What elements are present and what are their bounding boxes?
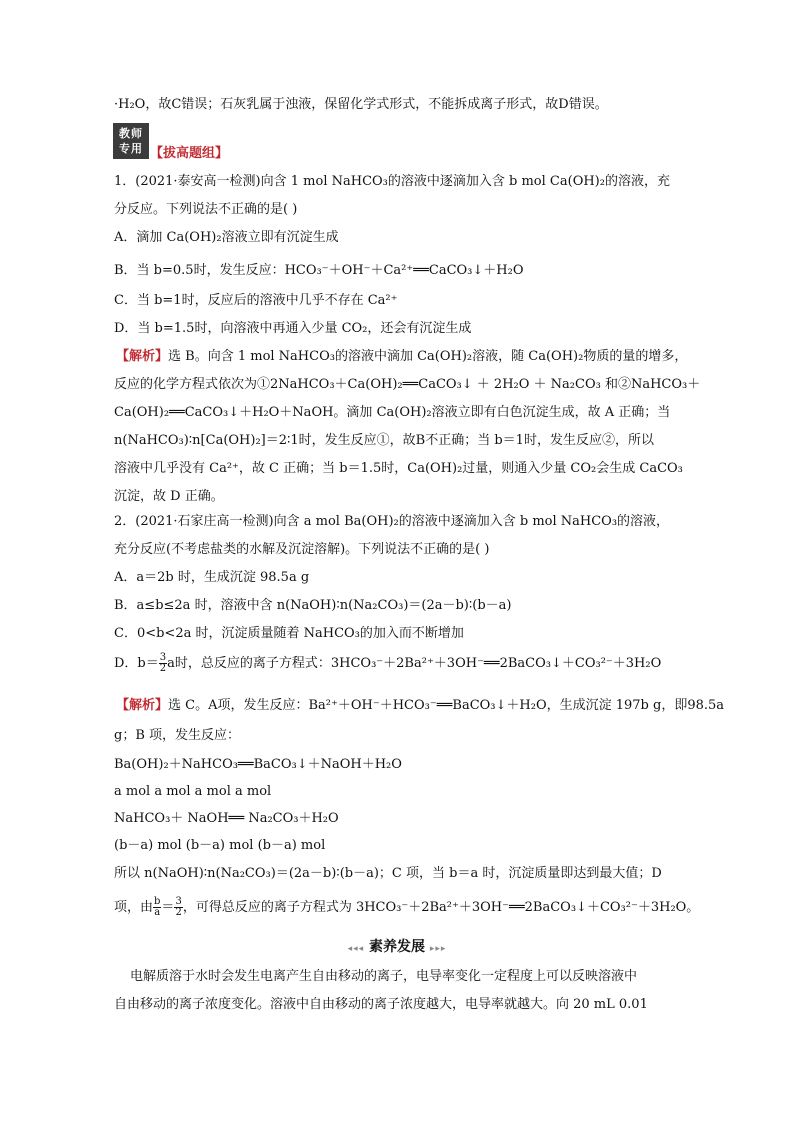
paragraph-line: 自由移动的离子浓度变化。溶液中自由移动的离子浓度越大，电导率就越大。向 20 mL 0.01 xyxy=(114,997,648,1012)
analysis-2-text: 选 C。A项，发生反应：Ba²⁺＋OH⁻＋HCO₃⁻══BaCO₃↓＋H₂O，生成沉淀 197b g，即98.5a xyxy=(168,698,725,713)
badge-line-1: 教师 xyxy=(119,127,143,140)
fraction-denominator: 2 xyxy=(175,907,182,918)
fraction-3-2 xyxy=(159,653,167,674)
last-line-prefix: 项，由 xyxy=(114,900,154,915)
analysis-1-text: 选 B。向含 1 mol NaHCO₃的溶液中滴加 Ca(OH)₂溶液，随 Ca(OH)₂物质的量的增多， xyxy=(168,349,688,364)
analysis-tag: 【解析】 xyxy=(116,349,169,364)
fraction-numerator: b xyxy=(154,896,161,907)
fraction-denominator: a xyxy=(154,907,161,918)
option-2d-prefix: D．b＝ xyxy=(114,656,159,671)
question-1-stem-cont: 分反应。下列说法不正确的是( ) xyxy=(114,202,298,217)
equals-sign: ＝ xyxy=(161,900,175,915)
fraction-numerator: 3 xyxy=(159,652,167,663)
last-line-suffix: ，可得总反应的离子方程式为 3HCO₃⁻＋2Ba²⁺＋3OH⁻══2BaCO₃↓＋CO₃²⁻＋3H₂O。 xyxy=(182,900,700,915)
fraction-numerator: 3 xyxy=(175,896,182,907)
text-line: ·H₂O，故C错误；石灰乳属于浊液，保留化学式形式，不能拆成离子形式，故D错误。 xyxy=(114,97,608,112)
option-2c: C．0<b<2a 时，沉淀质量随着 NaHCO₃的加入而不断增加 xyxy=(114,626,464,641)
analysis-1-line: 反应的化学方程式依次为①2NaHCO₃＋Ca(OH)₂══CaCO₃↓ ＋ 2H₂O ＋ Na₂CO₃ 和②NaHCO₃＋ xyxy=(114,377,701,392)
option-1b: B．当 b=0.5时，发生反应：HCO₃⁻＋OH⁻＋Ca²⁺══CaCO₃↓＋H₂O xyxy=(114,263,524,278)
analysis-1-line: n(NaHCO₃)∶n[Ca(OH)₂]＝2∶1时，发生反应①，故B不正确；当 b＝1时，发生反应②，所以 xyxy=(114,433,654,448)
question-2-stem: 2．(2021·石家庄高一检测)向含 a mol Ba(OH)₂的溶液中逐滴加入含 b mol NaHCO₃的溶液， xyxy=(114,514,670,529)
option-2a: A．a＝2b 时，生成沉淀 98.5a g xyxy=(114,570,310,585)
left-arrow-decor-icon: ◂◂◂ xyxy=(347,944,365,954)
mole-line: (b－a) mol (b－a) mol (b－a) mol xyxy=(114,838,326,853)
analysis-2-last-line xyxy=(114,897,699,918)
badge-line-2: 专用 xyxy=(119,142,143,155)
section-title: 素养发展 xyxy=(369,939,425,955)
group-tag: 【拔高题组】 xyxy=(150,146,229,161)
analysis-tag: 【解析】 xyxy=(116,698,169,713)
question-2-stem-cont: 充分反应(不考虑盐类的水解及沉淀溶解)。下列说法不正确的是( ) xyxy=(114,542,490,557)
analysis-1-line: 溶液中几乎没有 Ca²⁺，故 C 正确；当 b＝1.5时，Ca(OH)₂过量，则通入少量 CO₂会生成 CaCO₃ xyxy=(114,461,683,476)
analysis-1-line: 沉淀，故 D 正确。 xyxy=(114,489,224,504)
option-1a: A．滴加 Ca(OH)₂溶液立即有沉淀生成 xyxy=(114,230,339,245)
option-1c: C．当 b=1时，反应后的溶液中几乎不存在 Ca²⁺ xyxy=(114,293,398,308)
mole-line: a mol a mol a mol a mol xyxy=(114,784,272,799)
analysis-2 xyxy=(116,697,724,715)
fraction-denominator: 2 xyxy=(159,663,167,674)
option-2b: B．a≤b≤2a 时，溶液中含 n(NaOH)∶n(Na₂CO₃)＝(2a－b)∶(b－a) xyxy=(114,598,512,613)
question-1-stem: 1．(2021·泰安高一检测)向含 1 mol NaHCO₃的溶液中逐滴加入含 b mol Ca(OH)₂的溶液，充 xyxy=(114,174,670,189)
equation-line: Ba(OH)₂＋NaHCO₃══BaCO₃↓＋NaOH＋H₂O xyxy=(114,757,402,772)
analysis-2-line: 所以 n(NaOH)∶n(Na₂CO₃)＝(2a－b)∶(b－a)；C 项，当 b＝a 时，沉淀质量即达到最大值；D xyxy=(114,866,662,881)
option-2d-suffix: a时，总反应的离子方程式：3HCO₃⁻＋2Ba²⁺＋3OH⁻══2BaCO₃↓＋CO₃²⁻＋3H₂O xyxy=(167,656,662,671)
teacher-badge xyxy=(113,123,149,159)
equation-line: NaHCO₃＋ NaOH══ Na₂CO₃＋H₂O xyxy=(114,811,339,826)
paragraph-line: 电解质溶于水时会发生电离产生自由移动的离子，电导率变化一定程度上可以反映溶液中 xyxy=(130,969,638,984)
fraction-3-2 xyxy=(174,897,182,918)
analysis-1-line: Ca(OH)₂══CaCO₃↓＋H₂O＋NaOH。滴加 Ca(OH)₂溶液立即有白色沉淀生成，故 A 正确；当 xyxy=(114,405,671,420)
analysis-1 xyxy=(116,348,687,366)
analysis-2-line: g；B 项，发生反应： xyxy=(114,728,241,743)
option-2d xyxy=(114,653,661,674)
option-1d: D．当 b=1.5时，向溶液中再通入少量 CO₂，还会有沉淀生成 xyxy=(114,321,472,336)
section-heading xyxy=(0,936,794,956)
right-arrow-decor-icon: ▸▸▸ xyxy=(429,944,447,954)
